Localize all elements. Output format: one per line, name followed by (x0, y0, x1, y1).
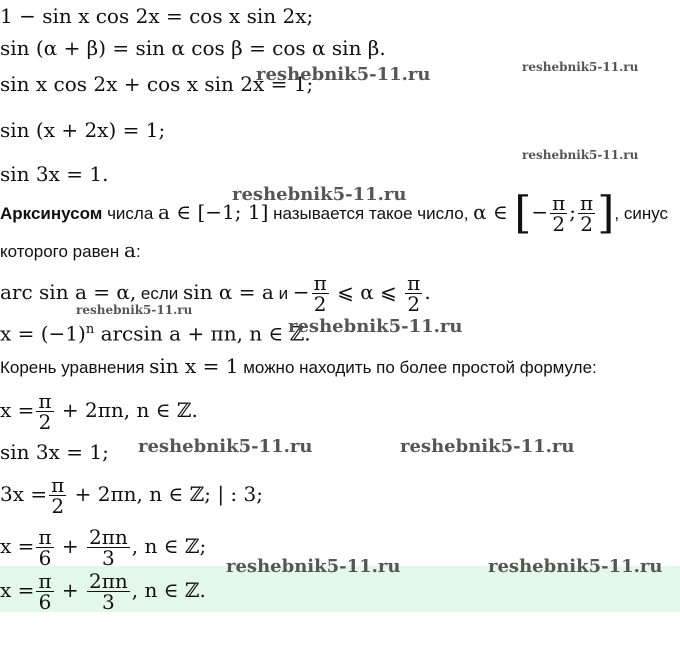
watermark: reshebnik5-11.ru (400, 436, 575, 457)
fraction-pi-over-2: $\frac{\pi}{2}$ (51, 473, 65, 518)
eq-line-3: sin x cos 2x + cos x sin 2x = 1; (0, 72, 314, 96)
watermark: reshebnik5-11.ru (232, 184, 407, 205)
fraction-pi-over-2: $\frac{\pi}{2}$ (552, 191, 566, 236)
watermark: reshebnik5-11.ru (522, 60, 639, 74)
solution-line-4: x = $\frac{\pi}{6}$ + $\frac{2\pi n}{3}$ , n ∈ ℤ; (0, 525, 207, 570)
fraction-pi-over-2: $\frac{\pi}{2}$ (313, 271, 327, 316)
fraction-pi-over-2: $\frac{\pi}{2}$ (407, 271, 421, 316)
eq-line-1: 1 − sin x cos 2x = cos x sin 2x; (0, 4, 314, 28)
solution-line-1: x = $\frac{\pi}{2}$ + 2πn, n ∈ ℤ. (0, 389, 198, 434)
watermark: reshebnik5-11.ru (76, 303, 193, 317)
eq-line-2: sin (α + β) = sin α cos β = cos α sin β. (0, 36, 386, 60)
eq-line-4: sin (x + 2x) = 1; (0, 118, 166, 142)
arcsine-definition: Арксинусом числа a ∈ [−1; 1] называется такое число, α ∈ [− $\frac{\pi}{2}$ ; $\frac{\pi}{2}$ ], синус (0, 187, 669, 239)
fraction-pi-over-2: $\frac{\pi}{2}$ (580, 191, 594, 236)
solution-line-3: 3x = $\frac{\pi}{2}$ + 2πn, n ∈ ℤ; | : 3; (0, 473, 263, 518)
arcsin-formula: arc sin a = α, если sin α = a и − $\frac{\pi}{2}$ ⩽ α ⩽ $\frac{\pi}{2}$ . (0, 271, 431, 316)
simpler-formula-note: Корень уравнения sin x = 1 можно находить по более простой формуле: (0, 354, 597, 378)
watermark: reshebnik5-11.ru (226, 556, 401, 577)
final-answer: x = $\frac{\pi}{6}$ + $\frac{2\pi n}{3}$ , n ∈ ℤ. (0, 569, 206, 614)
watermark: reshebnik5-11.ru (138, 436, 313, 457)
fraction-pi-over-2: $\frac{\pi}{2}$ (38, 389, 52, 434)
watermark: reshebnik5-11.ru (288, 316, 463, 337)
fraction-pi-over-6: $\frac{\pi}{6}$ (38, 569, 52, 614)
fraction-2pin-over-3: $\frac{2\pi n}{3}$ (89, 569, 128, 614)
fraction-pi-over-6: $\frac{\pi}{6}$ (38, 525, 52, 570)
definition-term: Арксинусом (0, 204, 103, 223)
watermark: reshebnik5-11.ru (256, 64, 431, 85)
general-solution-formula: $x = (-1)^n$ arcsin a + πn, n ∈ ℤ. (0, 321, 311, 346)
definition-line-2: которого равен a: (0, 238, 141, 262)
solution-line-2: sin 3x = 1; (0, 440, 109, 464)
watermark: reshebnik5-11.ru (522, 148, 639, 162)
watermark: reshebnik5-11.ru (488, 556, 663, 577)
eq-line-5: sin 3x = 1. (0, 162, 109, 186)
fraction-2pin-over-3: $\frac{2\pi n}{3}$ (89, 525, 128, 570)
